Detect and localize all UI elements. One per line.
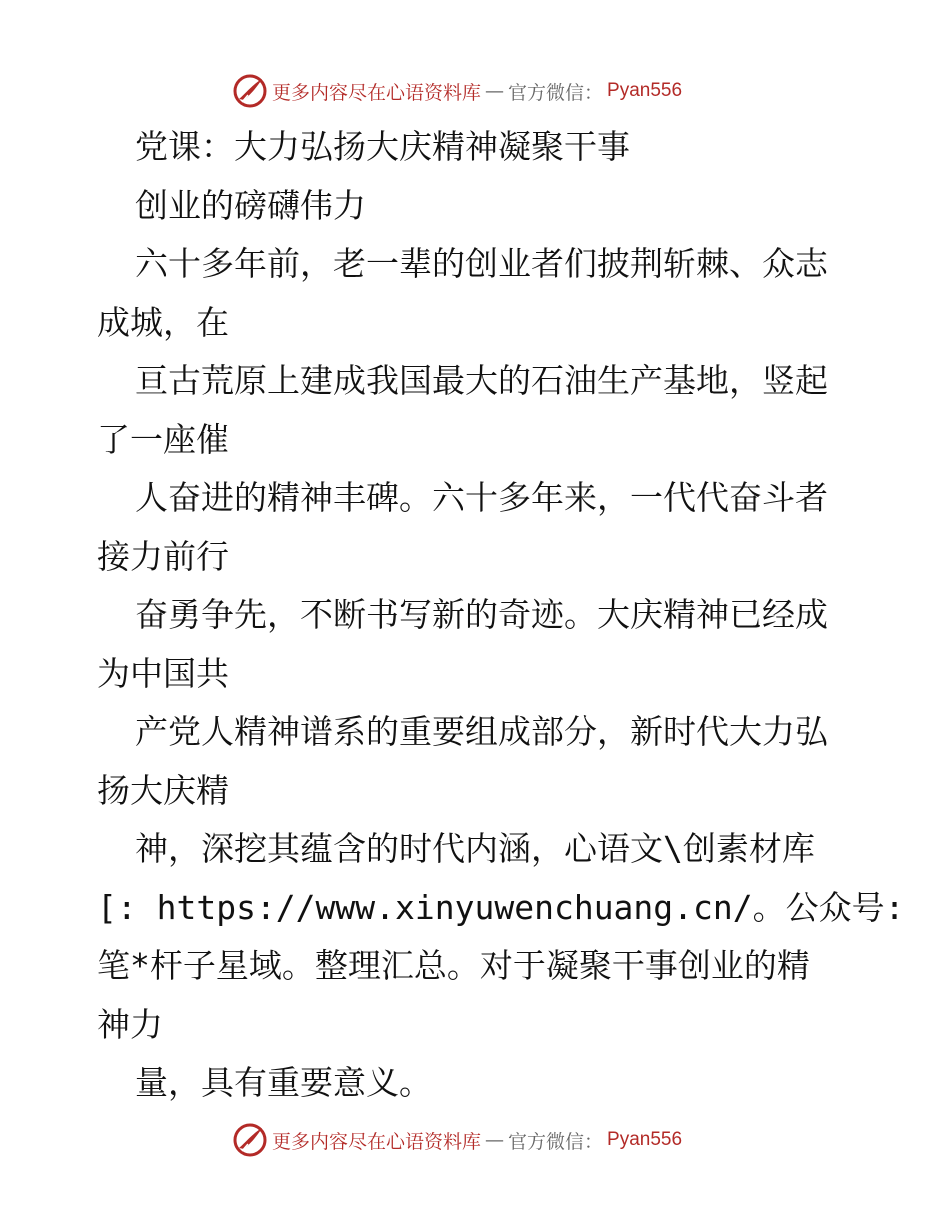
paragraph-line: 了一座催 — [97, 419, 229, 459]
paragraph-line: 神，深挖其蕴含的时代内涵，心语文\创素材库 — [135, 829, 815, 868]
quill-pen-logo-icon — [232, 1122, 268, 1158]
paragraph-line: 产党人精神谱系的重要组成部分，新时代大力弘 — [135, 712, 828, 751]
banner-dash: — — [485, 1129, 505, 1151]
paragraph-line: 奋勇争先，不断书写新的奇迹。大庆精神已经成 — [135, 595, 828, 634]
document-body — [97, 118, 905, 1113]
paragraph-line: 亘古荒原上建成我国最大的石油生产基地，竖起 — [135, 361, 828, 400]
paragraph-line: 人奋进的精神丰碑。六十多年来，一代代奋斗者 — [135, 478, 828, 517]
paragraph-line: 笔*杆子星域。整理汇总。对于凝聚干事创业的精 — [97, 946, 810, 985]
paragraph-line: 为中国共 — [97, 653, 229, 693]
banner-wechat-label: 官方微信： — [508, 1130, 604, 1153]
header-banner — [232, 71, 682, 111]
footer-banner — [232, 1120, 682, 1160]
paragraph-line: 扬大庆精 — [97, 770, 229, 810]
banner-wechat-label: 官方微信： — [508, 81, 604, 104]
paragraph-line: 六十多年前，老一辈的创业者们披荆斩棘、众志 — [135, 244, 828, 283]
quill-pen-logo-icon — [232, 73, 268, 109]
title-line-1: 党课：大力弘扬大庆精神凝聚干事 — [135, 127, 630, 166]
title-line-2: 创业的磅礴伟力 — [135, 185, 366, 225]
banner-promo-text: 更多内容尽在心语资料库 — [272, 81, 482, 104]
paragraph-line: 接力前行 — [97, 536, 229, 576]
paragraph-line: 量，具有重要意义。 — [135, 1063, 432, 1102]
paragraph-line: 成城，在 — [97, 302, 229, 342]
banner-dash: — — [485, 80, 505, 102]
banner-promo-text: 更多内容尽在心语资料库 — [272, 1130, 482, 1153]
banner-wechat-id: Pyan556 — [607, 80, 683, 101]
paragraph-line: 神力 — [97, 1004, 163, 1044]
banner-wechat-id: Pyan556 — [607, 1129, 683, 1150]
paragraph-line: [: https://www.xinyuwenchuang.cn/。公众号: — [97, 887, 905, 927]
